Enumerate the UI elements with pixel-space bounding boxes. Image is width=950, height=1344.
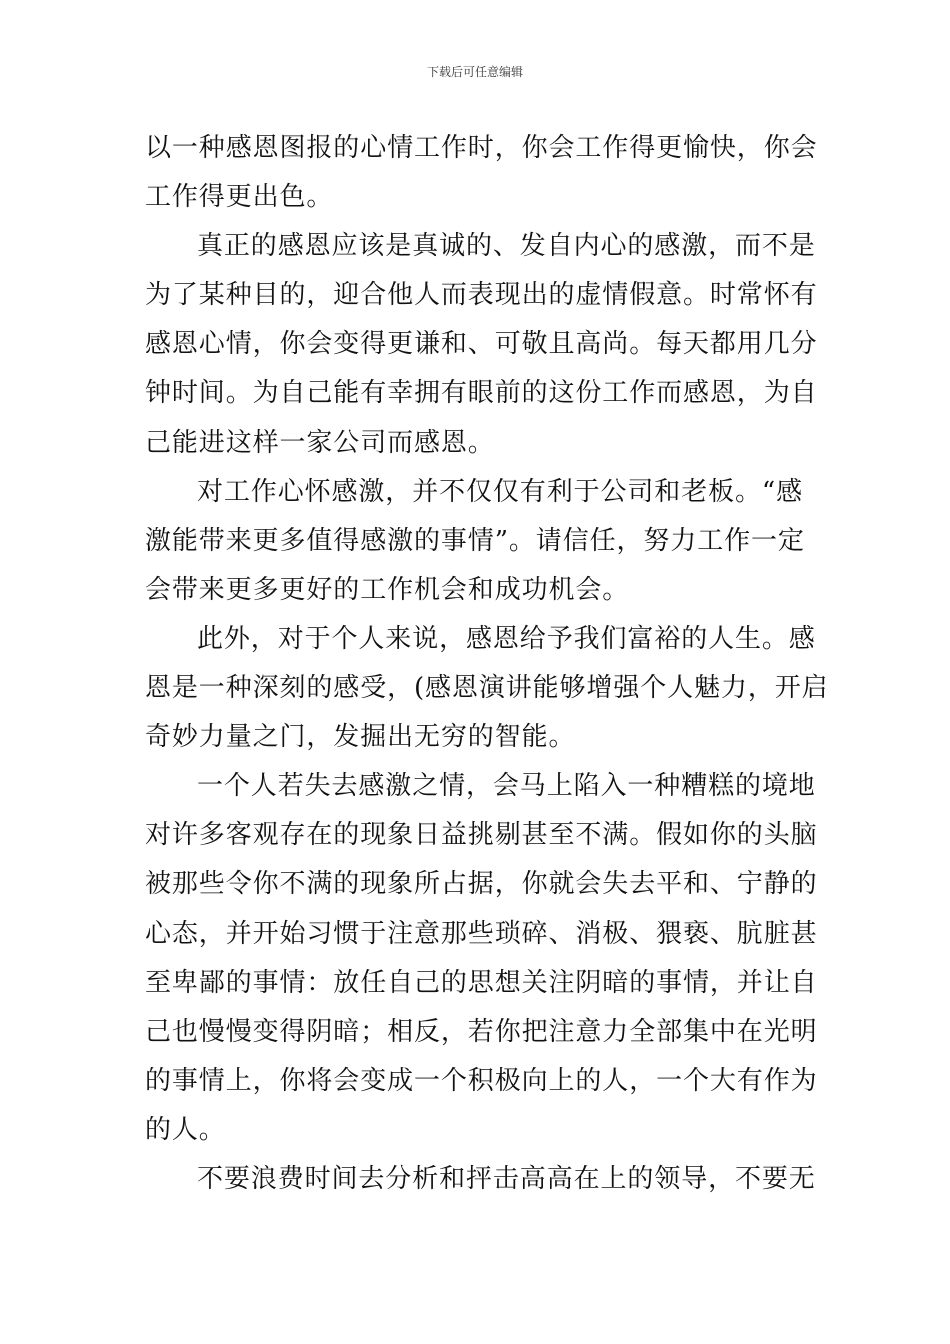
document-body [145, 124, 829, 1204]
text-line: 工作得更出色。 [145, 182, 334, 213]
text-line: 一个人若失去感激之情，会马上陷入一种糟糕的境地 [197, 771, 816, 802]
text-line: 真正的感恩应该是真诚的、发自内心的感激，而不是 [197, 231, 816, 262]
text-line: 被那些令你不满的现象所占据，你就会失去平和、宁静的 [145, 869, 818, 900]
text-line: 感恩心情，你会变得更谦和、可敬且高尚。每天都用几分 [145, 329, 818, 360]
text-line: 为了某种目的，迎合他人而表现出的虚情假意。时常怀有 [145, 280, 818, 311]
text-line: 的人。 [145, 1114, 226, 1145]
paragraph [145, 222, 818, 467]
paragraph [145, 762, 818, 1155]
paragraph [145, 615, 829, 762]
text-line: 的事情上，你将会变成一个积极向上的人，一个大有作为 [145, 1065, 818, 1096]
text-line: 会带来更多更好的工作机会和成功机会。 [145, 574, 630, 605]
text-line: 至卑鄙的事情：放任自己的思想关注阴暗的事情，并让自 [145, 967, 818, 998]
text-line: 此外，对于个人来说，感恩给予我们富裕的人生。感 [197, 623, 816, 654]
paragraph [145, 124, 818, 222]
text-line: 钟时间。为自己能有幸拥有眼前的这份工作而感恩，为自 [145, 378, 818, 409]
text-line: 激能带来更多值得感激的事情”。请信任，努力工作一定 [145, 525, 805, 556]
paragraph [145, 468, 807, 615]
text-line: 己也慢慢变得阴暗；相反，若你把注意力全部集中在光明 [145, 1016, 818, 1047]
text-line: 心态，并开始习惯于注意那些琐碎、消极、猥亵、肮脏甚 [145, 918, 818, 949]
paragraph [145, 1155, 816, 1204]
text-line: 对许多客观存在的现象日益挑剔甚至不满。假如你的头脑 [145, 820, 818, 851]
text-line: 不要浪费时间去分析和抨击高高在上的领导，不要无 [197, 1163, 816, 1194]
text-line: 对工作心怀感激，并不仅仅有利于公司和老板。“感 [197, 476, 803, 507]
text-line: 恩是一种深刻的感受，(感恩演讲能够增强个人魅力，开启 [145, 673, 829, 704]
text-line: 以一种感恩图报的心情工作时，你会工作得更愉快，你会 [145, 133, 818, 163]
page-header: 下载后可任意编辑 [426, 65, 523, 79]
text-line: 奇妙力量之门，发掘出无穷的智能。 [145, 722, 576, 753]
text-line: 己能进这样一家公司而感恩。 [145, 427, 495, 458]
